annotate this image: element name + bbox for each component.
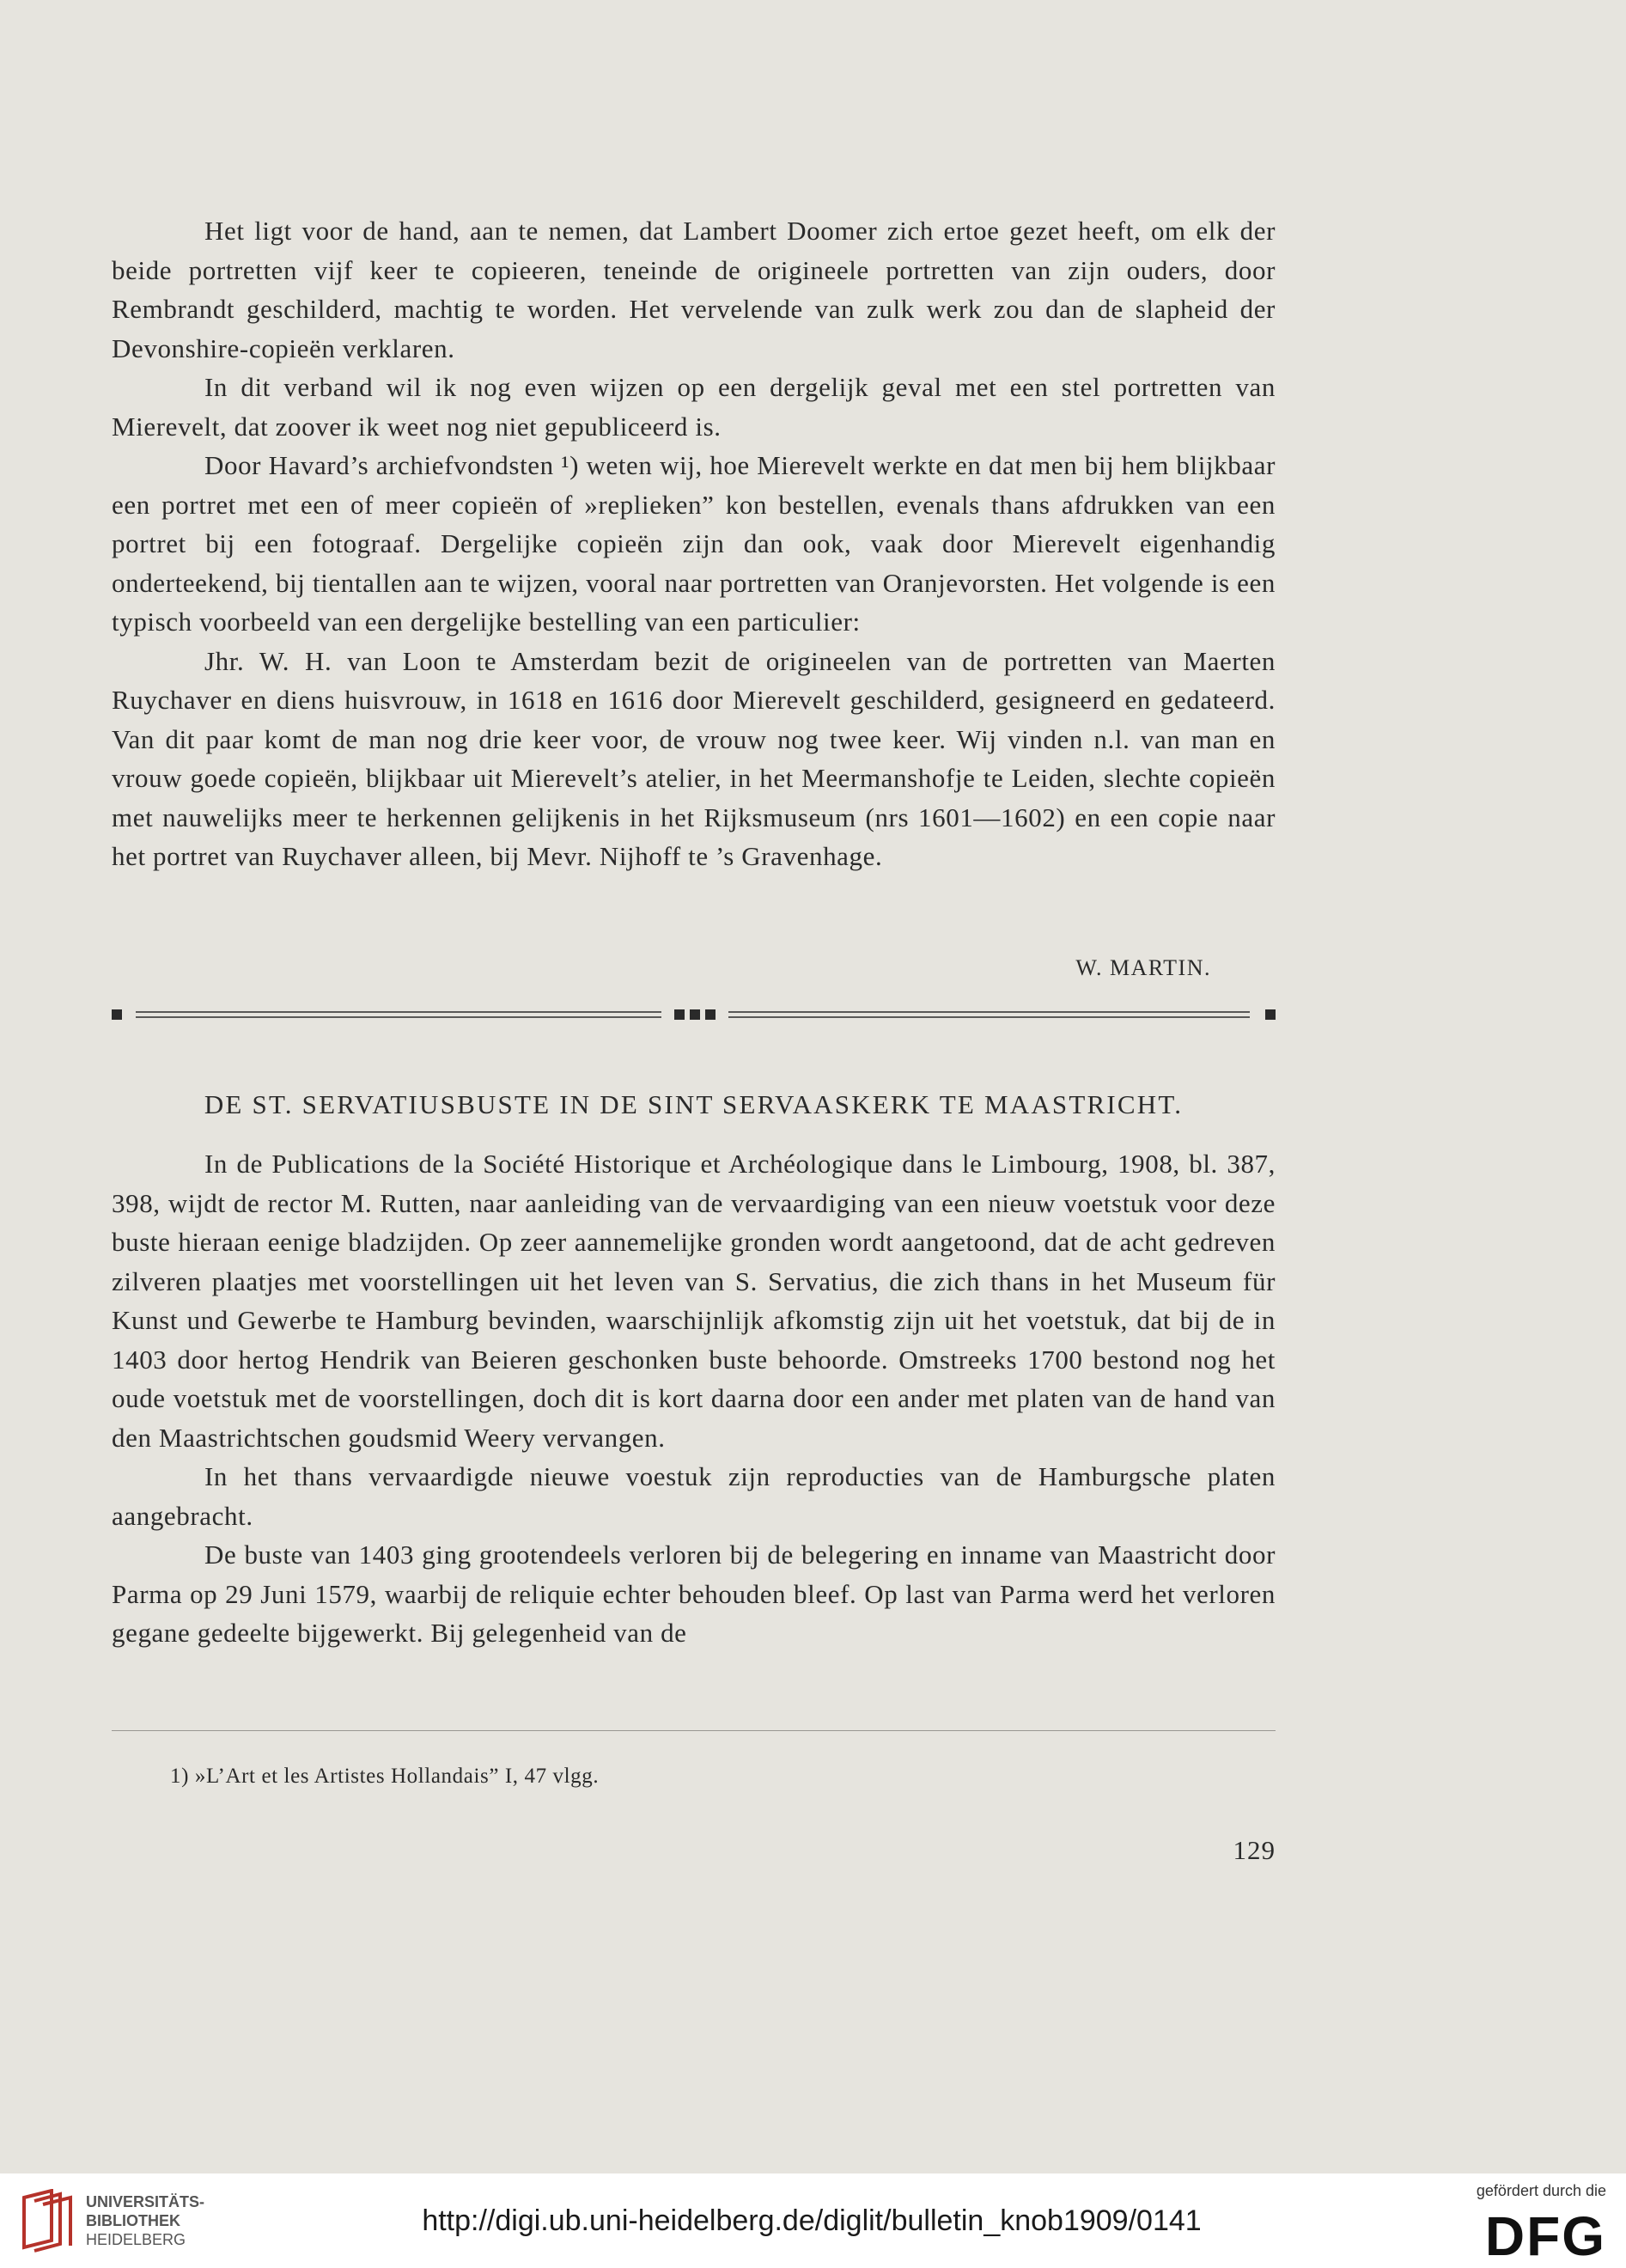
paragraph: De buste van 1403 ging grootendeels verloren bij de belegering en inname van Maastricht door Parma op 29 Juni 1579, waarbij de reliquie echter behouden bleef. Op last van Parma werd het verloren gegane gedeelte bijgewerkt. Bij gelegenheid van de: [112, 1539, 1276, 1648]
paragraph: Jhr. W. H. van Loon te Amsterdam bezit de origineelen van de portretten van Maerten Ruychaver en diens huisvrouw, in 1618 en 1616 door Mierevelt geschilderd, gesigneerd en gedateerd. Van dit paar komt de man nog drie keer voor, de vrouw nog twee keer. Wij vinden n.l. van man en vrouw goede copieën, blijkbaar uit Mierevelt’s atelier, in het Meermanshofje te Leiden, slechte copieën met nauwelijks meer te herkennen gelijkenis in het Rijksmuseum (nrs 1601—1602) en een copie naar het portret van Ruychaver alleen, bij Mevr. Nijhoff te ’s Gravenhage.: [112, 645, 1276, 871]
library-name-line: BIBLIOTHEK: [86, 2212, 180, 2229]
library-logo-icon: [17, 2189, 77, 2253]
article-servatius: [112, 1144, 1276, 1653]
library-name-line: HEIDELBERG: [86, 2231, 186, 2248]
paragraph: Door Havard’s archiefvondsten ¹) weten wij, hoe Mierevelt werkte en dat men bij hem blijkbaar een portret met een of meer copieën of »replieken” kon bestellen, evenals thans afdrukken van een portret bij een fotograaf. Dergelijke copieën zijn dan ook, vaak door Mierevelt eigenhandig onderteekend, bij tientallen aan te wijzen, vooral naar portretten van Oranjevorsten. Het volgende is een typisch voorbeeld van een dergelijke bestelling van een particulier:: [112, 450, 1276, 637]
library-name-line: UNIVERSITÄTS-: [86, 2193, 205, 2210]
paragraph: In dit verband wil ik nog even wijzen op een dergelijk geval met een stel portretten van Mierevelt, dat zoover ik weet nog niet gepubliceerd is.: [112, 372, 1276, 442]
paragraph: In het thans vervaardigde nieuwe voestuk zijn reproducties van de Hamburgsche platen aangebracht.: [112, 1461, 1276, 1531]
funding-label: gefördert durch die: [1476, 2182, 1606, 2199]
dfg-logo: DFG: [1484, 2205, 1606, 2267]
page-number: 129: [1233, 1835, 1276, 1865]
permalink-url[interactable]: http://digi.ub.uni-heidelberg.de/diglit/bulletin_knob1909/0141: [422, 2204, 1202, 2237]
paragraph: In de Publications de la Société Historique et Archéologique dans le Limbourg, 1908, bl. 387, 398, wijdt de rector M. Rutten, naar aanleiding van de vervaardiging van een nieuw voetstuk voor deze buste hieraan eenige bladzijden. Op zeer aannemelijke gronden wordt aangetoond, dat de acht gedreven zilveren plaatjes met voorstellingen uit het leven van S. Servatius, die zich thans in het Museum für Kunst und Gewerbe te Hamburg bevinden, waarschijnlijk afkomstig zijn uit het voetstuk, dat bij de in 1403 door hertog Hendrik van Beieren geschonken buste behoorde. Omstreeks 1700 bestond nog het oude voetstuk met de voorstellingen, doch dit is kort daarna door een ander met platen van de hand van den Maastrichtschen goudsmid Weery vervangen.: [112, 1149, 1276, 1453]
paragraph: Het ligt voor de hand, aan te nemen, dat Lambert Doomer zich ertoe gezet heeft, om elk der beide portretten vijf keer te copieeren, teneinde de origineele portretten van zijn ouders, door Rembrandt geschilderd, machtig te worden. Het vervelende van zulk werk zou dan de slapheid der Devonshire-copieën verklaren.: [112, 216, 1276, 363]
digitization-footer: [0, 2174, 1626, 2268]
footnote: 1) »L’Art et les Artistes Hollandais” I, 47 vlgg.: [170, 1765, 600, 1788]
author-signature: W. MARTIN.: [1075, 955, 1211, 980]
section-divider-ornament: [112, 1005, 1276, 1026]
library-name: [86, 2192, 204, 2249]
article-martin: [112, 211, 1276, 876]
footnote-rule: [112, 1730, 1276, 1731]
article-heading: DE ST. SERVATIUSBUSTE IN DE SINT SERVAASKERK TE MAASTRICHT.: [204, 1089, 1184, 1119]
